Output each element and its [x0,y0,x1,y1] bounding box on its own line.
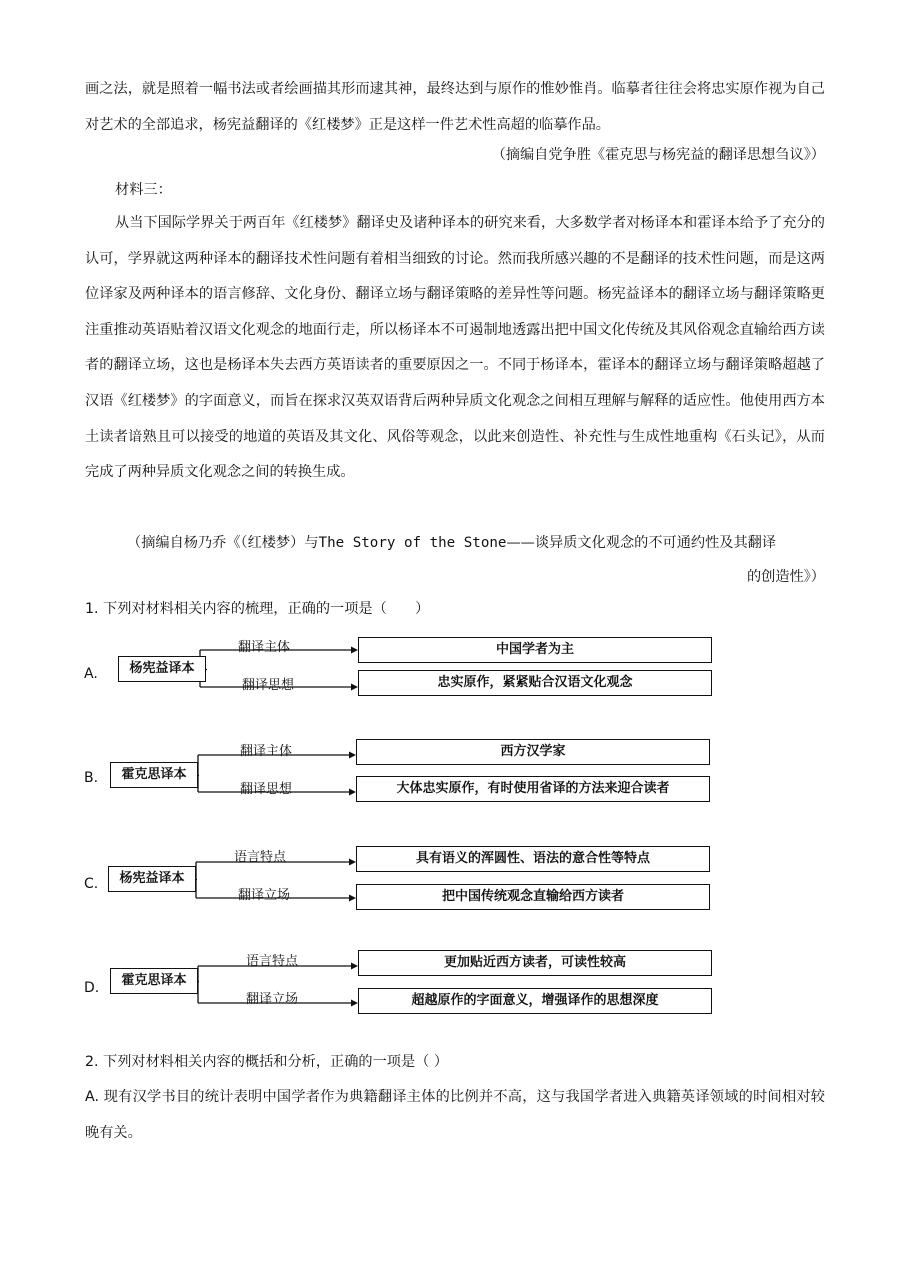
q1-option-d-result2-box: 超越原作的字面意义，增强译作的思想深度 [358,988,712,1014]
q1-option-a-diagram[interactable] [80,632,730,722]
q1-option-c-main-box: 杨宪益译本 [108,866,196,892]
q1-option-b-main-box: 霍克思译本 [110,762,198,788]
q1-option-a-result2-box: 忠实原作，紧紧贴合汉语文化观念 [358,670,712,696]
q1-option-b-letter: B. [84,770,99,786]
q1-option-b-branch2-label: 翻译思想 [240,782,293,797]
q1-option-c-result2-box: 把中国传统观念直输给西方读者 [356,884,710,910]
q1-option-d-result1-box: 更加贴近西方读者，可读性较高 [358,950,712,976]
q1-option-d-diagram[interactable] [80,946,730,1036]
material3-source-line2: 的创造性》） [746,569,825,585]
q1-option-c-result1-box: 具有语义的浑圆性、语法的意合性等特点 [356,846,710,872]
question2-stem: 2. 下列对材料相关内容的概括和分析，正确的一项是（ ） [85,1054,449,1070]
material3-source [85,526,825,562]
material2-paragraph-tail: 画之法，就是照着一幅书法或者绘画描其形而逮其神，最终达到与原作的惟妙惟肖。临摹者往往会将忠实原作视为自己对艺术的全部追求，杨宪益翻译的《红楼梦》正是这样一件艺术性高超的临摹作品。 [85,81,825,133]
q1-option-a-branch1-label: 翻译主体 [238,640,291,655]
q1-option-c-letter: C. [84,876,99,892]
q1-option-c-branch1-label: 语言特点 [234,850,287,865]
q1-option-d-branch1-label: 语言特点 [246,954,299,969]
material3-heading: 材料三： [115,182,172,198]
material3-source-english-title: The Story of the Stone [318,535,507,551]
question1-stem: 1. 下列对材料相关内容的梳理，正确的一项是（ ） [85,601,430,617]
q1-option-b-branch1-label: 翻译主体 [240,744,293,759]
q1-option-c-diagram[interactable] [80,842,730,932]
q1-option-a-letter: A. [84,666,98,682]
material2-source: （摘编自党争胜《霍克思与杨宪益的翻译思想刍议》） [491,147,825,163]
q1-option-b-diagram[interactable] [80,736,730,826]
q1-option-d-main-box: 霍克思译本 [110,968,198,994]
q1-option-b-result2-box: 大体忠实原作，有时使用省译的方法来迎合读者 [356,776,710,802]
question2-option-a[interactable]: A. 现有汉学书目的统计表明中国学者作为典籍翻译主体的比例并不高，这与我国学者进入典籍英译领域的时间相对较晚有关。 [85,1089,825,1141]
q1-option-c-branch2-label: 翻译立场 [238,888,291,903]
material3-source-part1: （摘编自杨乃乔《（红楼梦）与 [127,535,319,551]
material3-paragraph: 从当下国际学界关于两百年《红楼梦》翻译史及诸种译本的研究来看，大多数学者对杨译本和霍译本给予了充分的认可，学界就这两种译本的翻译技术性问题有着相当细致的讨论。然而我所感兴趣的不是翻译的技术性问题，而是这两位译家及两种译本的语言修辞、文化身份、翻译立场与翻译策略的差异性等问题。杨宪益译本的翻译立场与翻译策略更注重推动英语贴着汉语文化观念的地面行走，所以杨译本不可遏制地透露出把中国文化传统及其风俗观念直输给西方读者的翻译立场，这也是杨译本失去西方英语读者的重要原因之一。不同于杨译本，霍译本的翻译立场与翻译策略超越了汉语《红楼梦》的字面意义，而旨在探求汉英双语背后两种异质文化观念之间相互理解与解释的适应性。他使用西方本土读者谙熟且可以接受的地道的英语及其文化、风俗等观念，以此来创造性、补充性与生成性地重构《石头记》，从而完成了两种异质文化观念之间的转换生成。 [85,215,825,481]
q1-option-b-result1-box: 西方汉学家 [356,739,710,765]
material3-source-part2: ——谈异质文化观念的不可通约性及其翻译 [506,535,777,551]
q1-option-a-result1-box: 中国学者为主 [358,637,712,663]
q1-option-d-letter: D. [84,980,100,996]
q1-option-a-branch2-label: 翻译思想 [242,678,295,693]
q1-option-a-main-box: 杨宪益译本 [118,656,206,682]
q1-option-d-branch2-label: 翻译立场 [246,992,299,1007]
